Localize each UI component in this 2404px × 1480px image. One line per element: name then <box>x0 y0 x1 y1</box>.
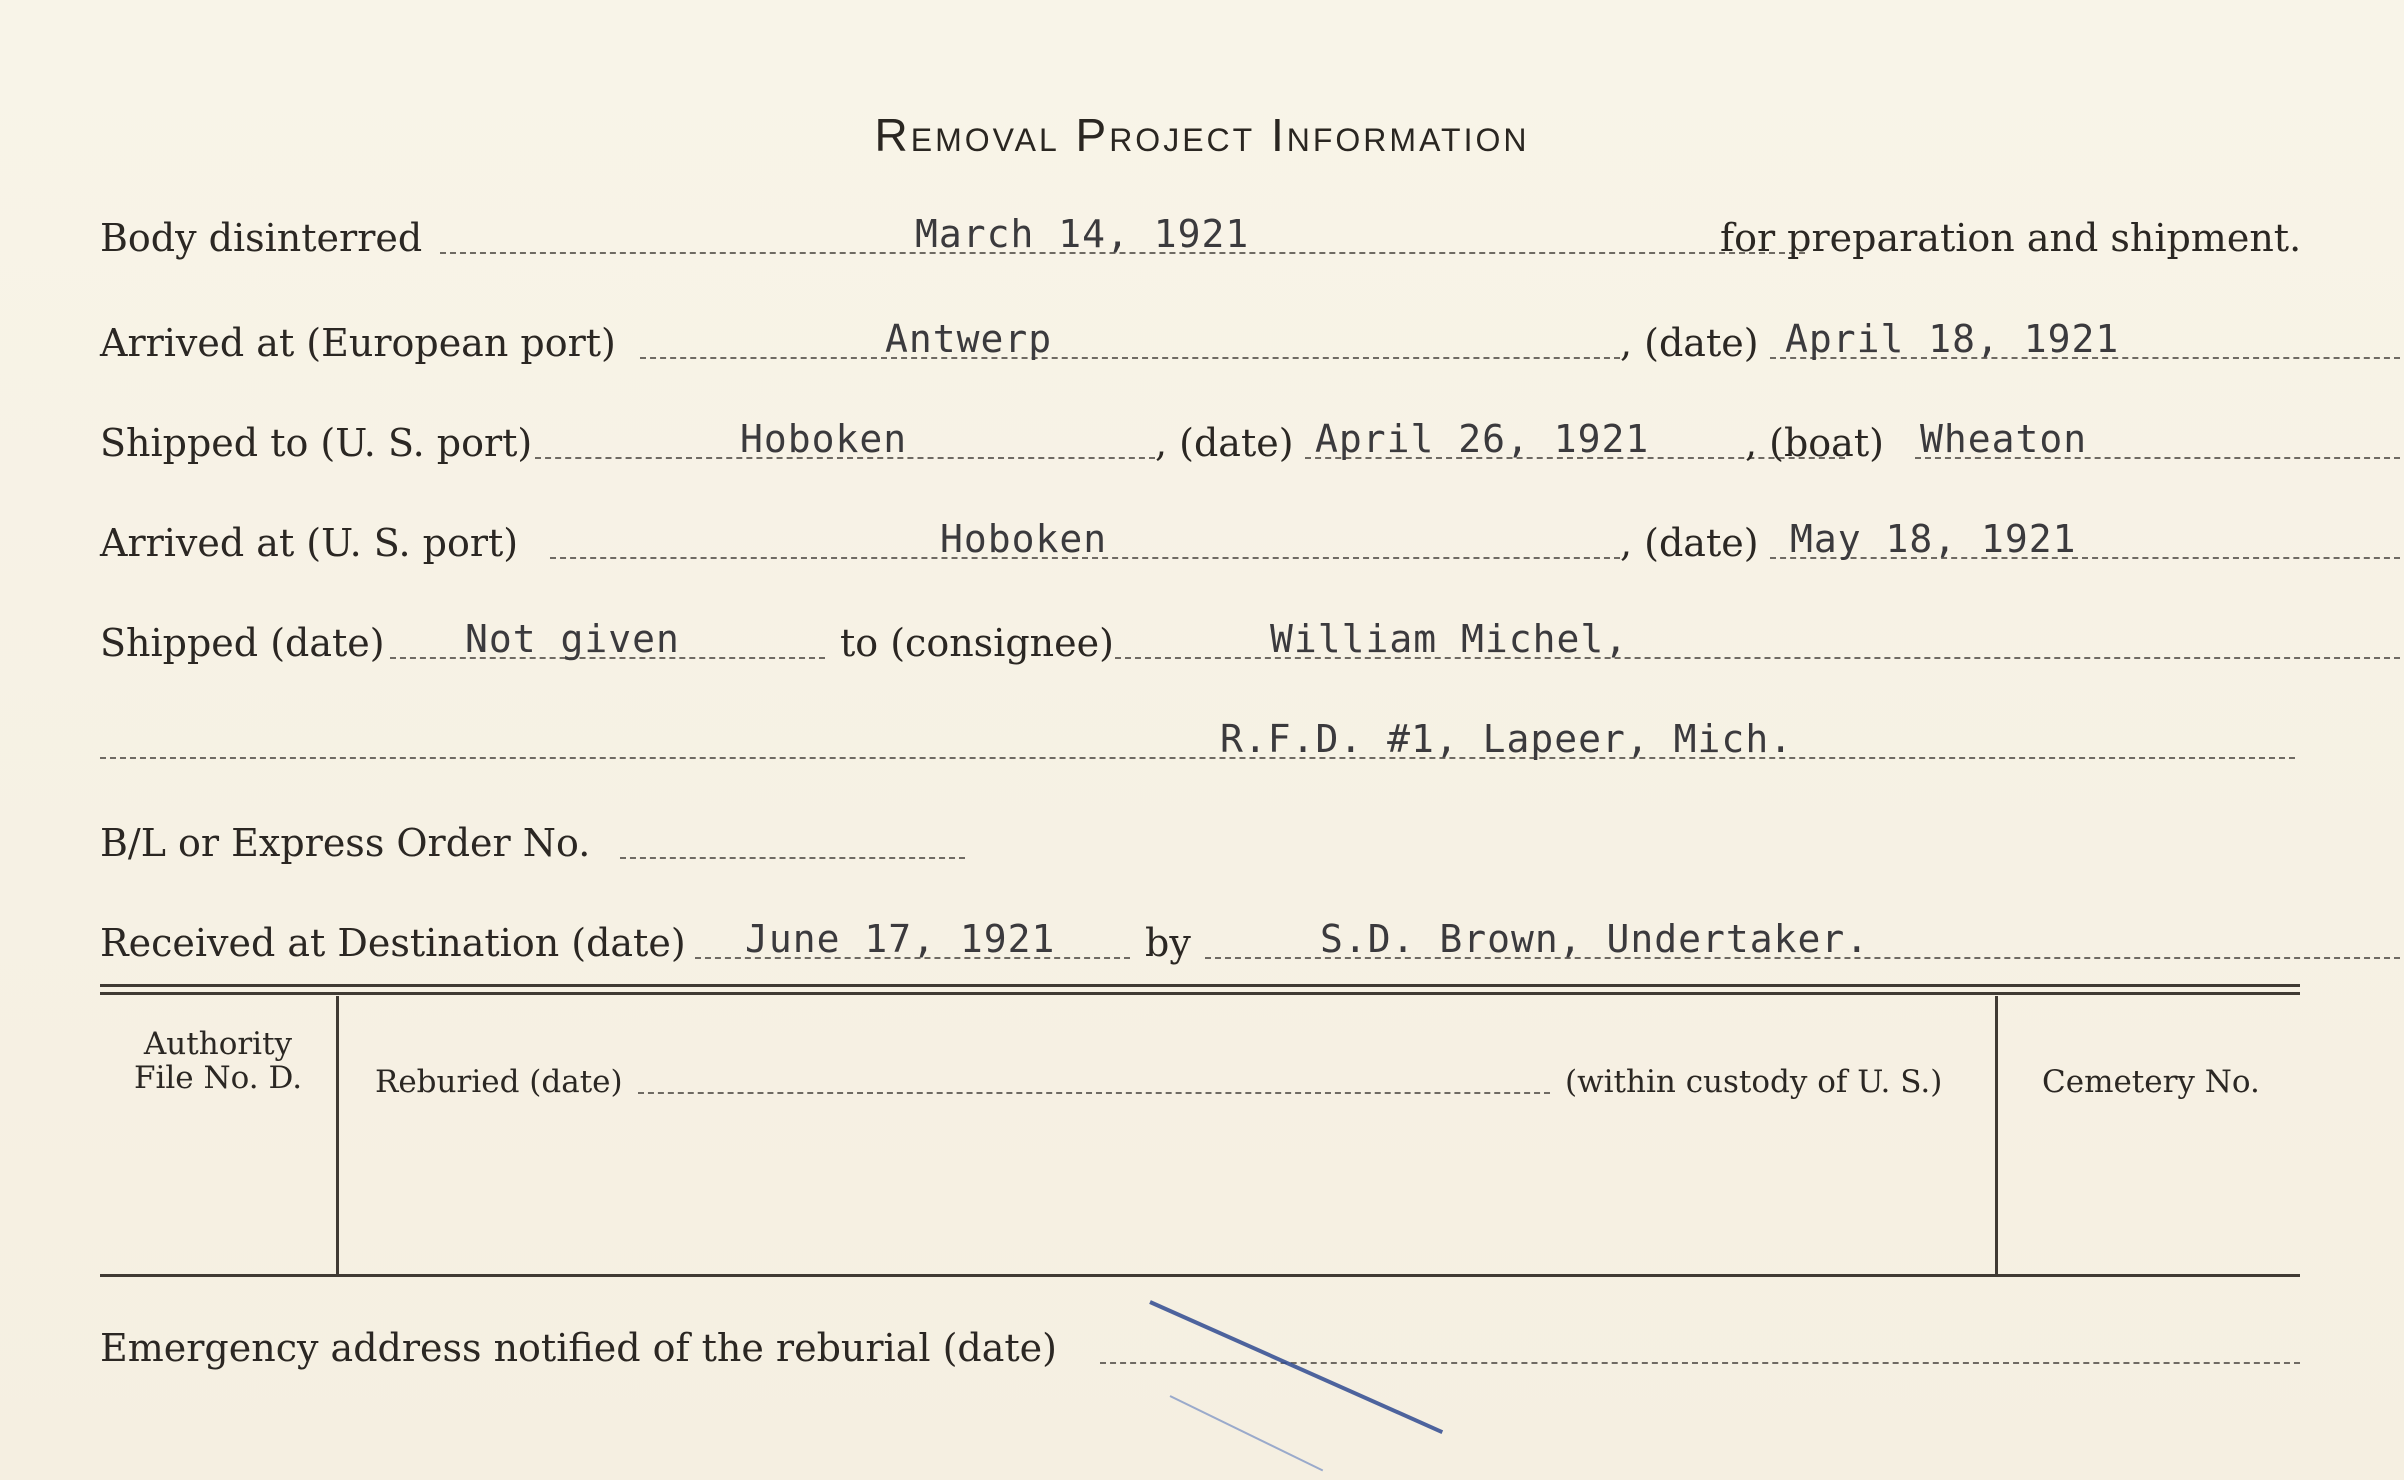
row-disinterred <box>100 210 2300 270</box>
row-received <box>100 915 2300 975</box>
disinterred-suffix: for preparation and shipment. <box>1720 216 2302 260</box>
row-shipped-us <box>100 415 2300 475</box>
row-bl <box>100 815 2300 875</box>
address-line <box>100 757 2295 759</box>
reburied-label: Reburied (date) <box>375 1064 623 1100</box>
authority-label-2: File No. D. <box>133 1060 303 1096</box>
consignee-label: to (consignee) <box>840 621 1114 665</box>
shipped-value: Not given <box>465 617 680 661</box>
disinterred-value: March 14, 1921 <box>915 212 1250 256</box>
table-top-rule-1 <box>100 984 2300 987</box>
address-value: R.F.D. #1, Lapeer, Mich. <box>1220 717 1794 761</box>
shipped-us-value: Hoboken <box>740 417 908 461</box>
arrived-us-date: May 18, 1921 <box>1790 517 2077 561</box>
arrived-us-date-label: , (date) <box>1620 521 1759 565</box>
received-by-label: by <box>1145 921 1191 965</box>
authority-label-1: Authority <box>143 1026 293 1062</box>
received-value: June 17, 1921 <box>745 917 1056 961</box>
table-bottom-rule <box>100 1274 2300 1277</box>
table-divider-right <box>1995 996 1998 1274</box>
shipped-us-label: Shipped to (U. S. port) <box>100 421 533 465</box>
reburied-cell <box>0 1050 2404 1110</box>
arrived-eu-line <box>640 357 1620 359</box>
arrived-eu-date: April 18, 1921 <box>1785 317 2120 361</box>
shipped-label: Shipped (date) <box>100 621 385 665</box>
disinterred-label: Body disinterred <box>100 216 423 260</box>
row-arrived-eu <box>100 315 2300 375</box>
table-divider-left <box>336 996 339 1274</box>
arrived-eu-label: Arrived at (European port) <box>100 321 616 365</box>
arrived-eu-value: Antwerp <box>885 317 1053 361</box>
bl-line <box>620 857 965 859</box>
received-label: Received at Destination (date) <box>100 921 686 965</box>
received-by-value: S.D. Brown, Undertaker. <box>1320 917 1870 961</box>
bl-label: B/L or Express Order No. <box>100 821 591 865</box>
row-address <box>100 715 2300 775</box>
row-arrived-us <box>100 515 2300 575</box>
custody-label: (within custody of U. S.) <box>1565 1064 1943 1100</box>
reburied-line <box>638 1092 1550 1094</box>
emergency-label: Emergency address notified of the reburial (date) <box>100 1326 1057 1370</box>
arrived-eu-date-label: , (date) <box>1620 321 1759 365</box>
arrived-us-value: Hoboken <box>940 517 1108 561</box>
cemetery-label: Cemetery No. <box>2042 1064 2260 1100</box>
shipped-us-date: April 26, 1921 <box>1315 417 1650 461</box>
arrived-us-label: Arrived at (U. S. port) <box>100 521 519 565</box>
table-top-rule-2 <box>100 992 2300 995</box>
shipped-us-boat: Wheaton <box>1920 417 2088 461</box>
consignee-value: William Michel, <box>1270 617 1629 661</box>
card-title: Removal Project Information <box>874 109 1530 161</box>
shipped-us-boat-label: , (boat) <box>1745 421 1884 465</box>
row-emergency <box>100 1320 2300 1380</box>
pencil-mark-faint <box>1170 1395 1324 1471</box>
shipped-us-date-label: , (date) <box>1155 421 1294 465</box>
row-shipped <box>100 615 2300 675</box>
